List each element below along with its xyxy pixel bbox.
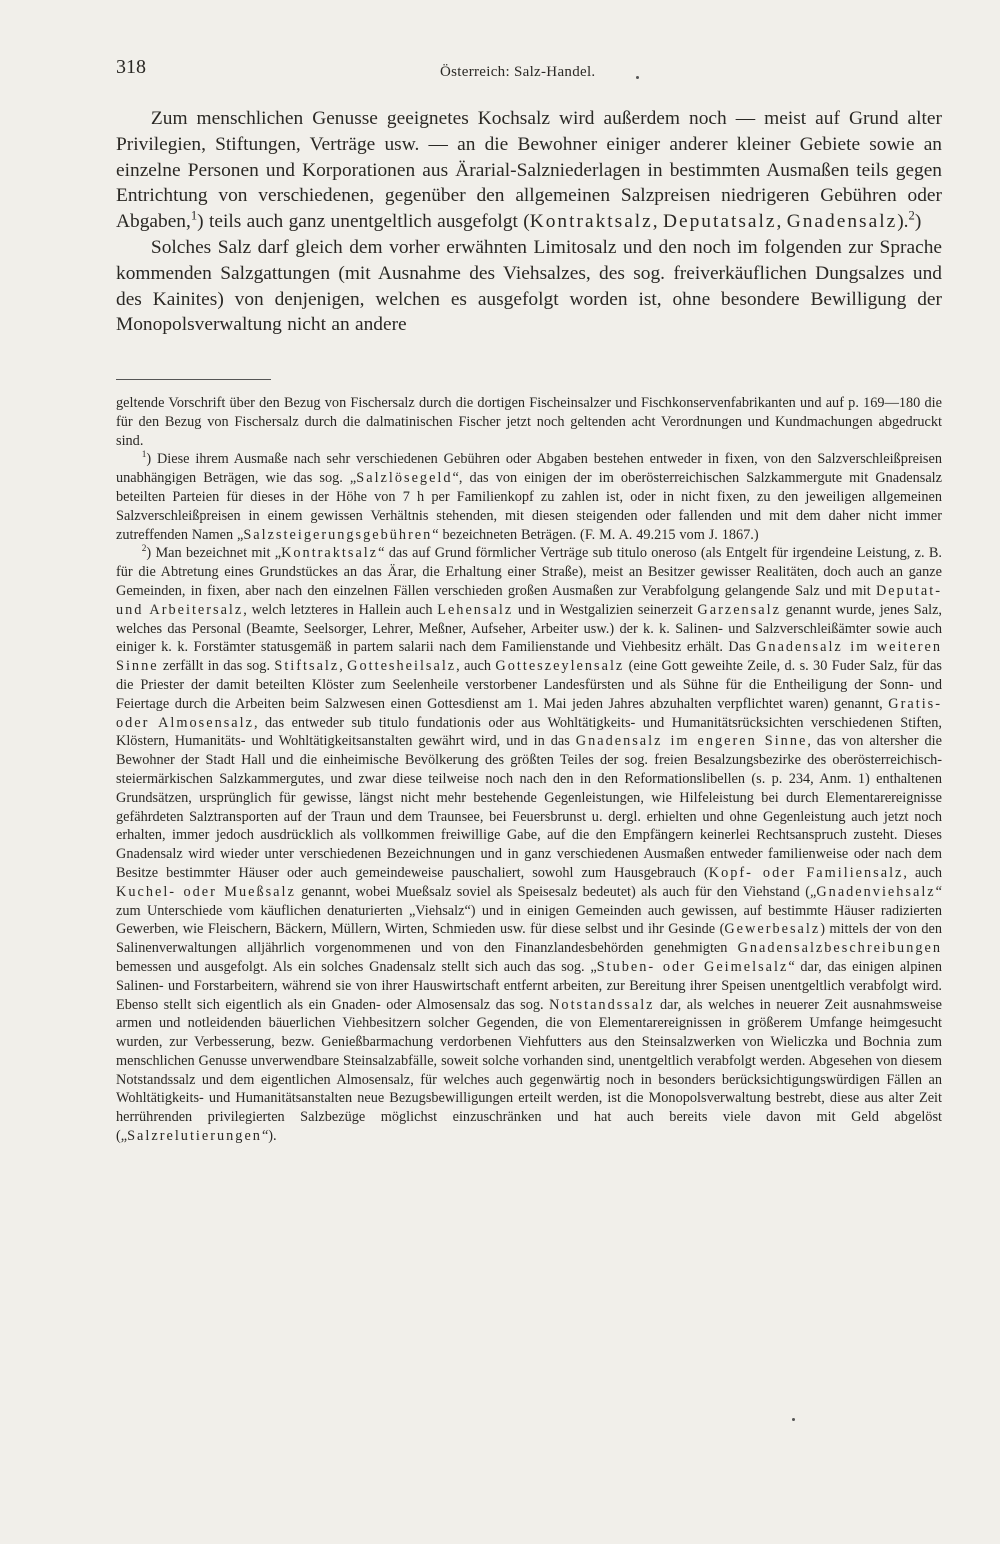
paper-speck — [792, 1418, 795, 1421]
spaced-term: Kontraktsalz — [281, 545, 379, 562]
footnote-divider — [116, 379, 271, 380]
spaced-term: Gnadensalz — [786, 211, 898, 233]
main-text — [116, 106, 942, 338]
spaced-term: Stuben- oder Geimelsalz — [596, 958, 789, 975]
spaced-term: Notstandssalz — [549, 996, 655, 1013]
spaced-term: Gewerbesalz — [724, 921, 821, 938]
spaced-term: Gnadensalzbeschreibungen — [737, 940, 942, 957]
paper-speck — [636, 76, 639, 79]
spaced-term: Gotteszeylensalz — [495, 658, 625, 675]
footnote-marker: 2 — [141, 544, 147, 555]
footnote-ref: 2 — [908, 208, 915, 223]
spaced-term: Deputat- und Arbeitersalz — [116, 582, 942, 618]
spaced-term: Gnadenviehsalz — [816, 883, 936, 900]
spaced-term: Gnadensalz im weiteren Sinne — [116, 639, 942, 675]
running-title: Österreich: Salz-Handel. — [440, 64, 596, 80]
spaced-term: Garzensalz — [697, 601, 781, 618]
page-number: 318 — [116, 56, 146, 78]
spaced-term: Lehensalz — [437, 601, 514, 618]
spaced-term: Salzrelutierungen — [127, 1128, 262, 1145]
main-paragraph: Solches Salz darf gleich dem vorher erwähnten Limitosalz und den noch im folgenden zur Sprache kommenden Salzgattungen (mit Ausnahme des Viehsalzes, des sog. freiverkäuflichen Dungsalzes und des Kainites) von denjenigen, welchen es ausgefolgt worden ist, ohne besondere Bewilligung der Monopolsverwaltung nicht an andere — [116, 236, 942, 336]
footnote-continuation: geltende Vorschrift über den Bezug von Fischersalz durch die dortigen Fischeinsalzer und Fischkonservenfabrikanten und auf p. 169—180 die für den Bezug von Fischersalz durch die dalmatinischen Fischer jetzt noch geltenden acht Verordnungen und Kundmachungen abgedruckt sind. — [116, 395, 942, 449]
spaced-term: Gottesheilsalz — [347, 658, 457, 675]
footnote-ref: 1 — [190, 208, 198, 223]
spaced-term: Salzsteigerungsgebühren — [243, 526, 433, 543]
footnote-1: $^1$) Diese ihrem Ausmaße nach sehr verschiedenen Gebühren oder Abgaben bestehen entweder in fixen, von den Salzverschleißpreisen unabhängigen Beträgen, wie das sog. „Salzlösegeld“, das von einigen der im oberösterreichischen Salzkammergute mit Gnadensalz beteilten Parteien für dieses in der Höhe von 7 h per Familienkopf zu zahlen ist, oder in nicht fixen, zu den jeweiligen allgemeinen Salzverschleißpreisen in einem gewissen Verhältnis stehenden, mit diesen steigenden oder fallenden und mit dem daher nicht immer zutreffenden Namen „Salzsteigerungsgebühren“ bezeichneten Beträgen. (F. M. A. 49.215 vom J. 1867.) — [116, 450, 943, 543]
footnote-2: $^2$) Man bezeichnet mit „Kontraktsalz“ das auf Grund förmlicher Verträge sub titulo oneroso (als Entgelt für irgendeine Leistung, z. B. für die Abtretung eines Grundstückes an das Ärar, die Erhaltung einer Straße), meist an Besitzer gewisser Realitäten, doch auch an ganze Gemeinden, in fixen, aber nach den einzelnen Fällen verschieden großen Ausmaßen zur Verabfolgung gelangende Salz und mit Deputat- und Arbeitersalz, welch letzteres in Hallein auch Lehensalz und in Westgalizien seinerzeit Garzensalz genannt wurde, jenes Salz, welches das Personal (Beamte, Seelsorger, Lehrer, Meßner, Aufseher, Arbeiter usw.) der k. k. Salinen- und Salzverschleißämter sowie auch einiger k. k. Forstämter statusgemäß in partem salarii nach dem Familienstande und Viehbesitz erhält. Das Gnadensalz im weiteren Sinne zerfällt in das sog. Stiftsalz, Gottesheilsalz, auch Gotteszeylensalz (eine Gott geweihte Zeile, d. s. 30 Fuder Salz, für das die Priester der damit beteilten Klöster zum Seelenheile verstorbener Landesfürsten und als Sühne für die Entheiligung der Sonn- und Feiertage durch die Arbeiten beim Salzwesen einen Gottesdienst am 1. Mai jeden Jahres abzuhalten verpflichtet waren) genannt, Gratis- oder Almosensalz, das entweder sub titulo fundationis oder aus Wohltätigkeits- und Humanitätsrücksichten verschiedenen Stiften, Klöstern, Humanitäts- und Wohltätigkeitsanstalten gewährt wird, und in das Gnadensalz im engeren Sinne, das von altersher die Bewohner der Stadt Hall und die einheimische Bevölkerung des größten Teiles der sog. freien Besalzungsbezirke des oberösterreichisch-steiermärkischen Salzkammergutes, und zwar diese teilweise noch nach den in den Reformationslibellen (s. p. 234, Anm. 1) enthaltenen Grundsätzen, ursprünglich für gewisse, längst nicht mehr bestehende Gegenleistungen, wie Hilfeleistung bei durch Elementarereignisse gefährdeten Salztransporten auf der Traun und dem Traunsee, bei Feuersbrunst u. dergl. erhielten und ohne Gegenleistung auch jetzt noch erhalten, immer jedoch ausdrücklich als vollkommen freiwillige Gabe, auf die den Empfängern keinerlei Rechtsanspruch zusteht. Dieses Gnadensalz wird wieder unter verschiedenen Bezeichnungen und in ganz verschiedenen Ausmaßen entweder familienweise oder nach dem Besitze bestimmter Häuser oder auch gemeindeweise pauschaliert, sowohl zum Hausgebrauch (Kopf- oder Familiensalz, auch Kuchel- oder Mueßsalz genannt, wobei Mueßsalz soviel als Speisesalz bedeutet) als auch für den Viehstand („Gnadenviehsalz“ zum Unterschiede vom käuflichen denaturierten „Viehsalz“) und in einigen Gemeinden auch gewissen, auf bestimmte Häuser radizierten Gewerben, wie Fleischern, Bäckern, Müllern, Wirten, Schmieden usw. für diese selbst und ihr Gesinde (Gewerbesalz) mittels der von den Salinenverwaltungen alljährlich vorgenommenen und von den Finanzlandesbehörden genehmigten Gnadensalzbeschreibungen bemessen und ausgefolgt. Als ein solches Gnadensalz stellt sich auch das sog. „Stuben- oder Geimelsalz“ dar, das einigen alpinen Salinen- und Forstarbeitern, während sie von ihrer Hauswirtschaft entfernt arbeiten, zur Bereitung ihrer Speisen unentgeltlich verabfolgt wird. Ebenso stellt sich eigentlich als ein Gnaden- oder Almosensalz das sog. Notstandssalz dar, als welches in neuerer Zeit ausnahmsweise armen und notleidenden bäuerlichen Viehbesitzern solcher Gegenden, die von Elementarereignissen in größerem Umfange heimgesucht wurden, zur Verbesserung, bezw. Genießbarmachung verdorbenen Viehfutters aus den Steinsalzwerken von Wieliczka und Bochnia zum menschlichen Genusse unverwendbare Steinsalzabfälle, soweit solche vorhanden sind, unentgeltlich verabfolgt werden. Abgesehen von diesem Notstandssalz und dem eigentlichen Almosensalz, für welches auch gegenwärtig noch in besonders berücksichtigungswürdigen Fällen an Wohltätigkeits- und Humanitätsanstalten neue Bezugsbewilligungen erteilt werden, ist die Monopolsverwaltung bestrebt, diese aus alter Zeit herrührenden privilegierten Salzbezüge möglichst einzuschränken und hat auch bereits viele davon mit Geld abgelöst („Salzrelutierungen“). — [116, 544, 943, 1145]
spaced-term: Gratis- oder Almosensalz — [116, 695, 942, 731]
footnote-marker: 1 — [141, 450, 147, 461]
main-paragraph: Zum menschlichen Genusse geeignetes Kochsalz wird außerdem noch — meist auf Grund alter Privilegien, Stiftungen, Verträge usw. — an die Bewohner einiger anderer kleiner Gebiete sowie an einzelne Personen und Korporationen aus Ärarial-Salzniederlagen in bestimmten Ausmaßen teils gegen Entrichtung von verschiedenen, gegenüber den allgemeinen Salzpreisen niedrigeren Gebühren oder Abgaben,$^1$) teils auch ganz unentgeltlich ausgefolgt (Kontraktsalz, Deputatsalz, Gnadensalz).$^2$) — [116, 108, 942, 233]
spaced-term: Kuchel- oder Mueßsalz — [116, 883, 296, 900]
spaced-term: Kopf- oder Familiensalz — [708, 864, 904, 881]
spaced-term: Salzlösegeld — [356, 470, 453, 487]
page-header — [116, 56, 942, 86]
spaced-term: Kontraktsalz — [529, 211, 653, 233]
footnotes — [116, 394, 942, 1146]
spaced-term: Stiftsalz — [274, 658, 340, 675]
spaced-term: Deputatsalz — [663, 211, 777, 233]
spaced-term: Gnadensalz im engeren Sinne — [575, 733, 808, 750]
